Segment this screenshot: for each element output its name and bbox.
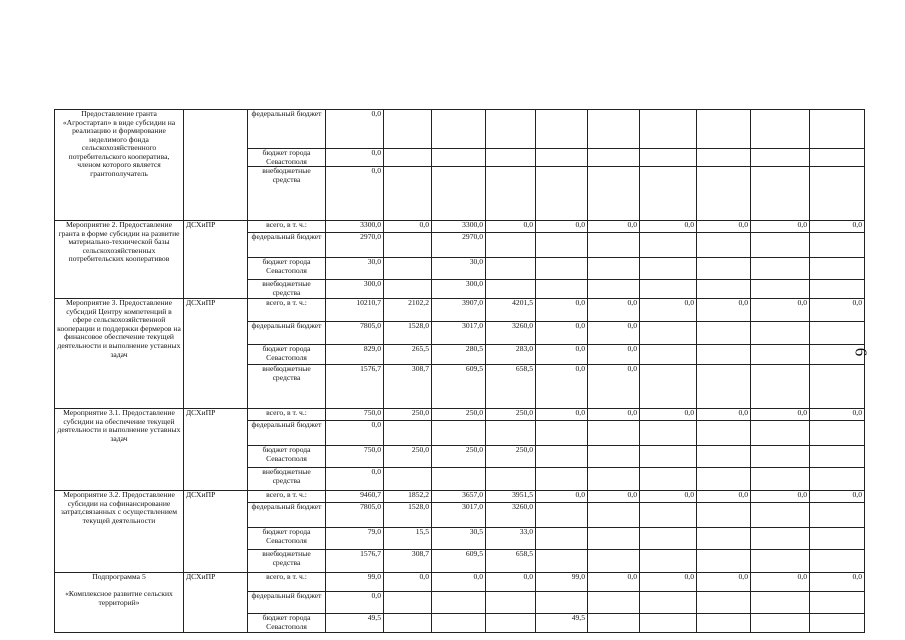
amount-cell [588, 110, 640, 149]
amount-cell [486, 258, 536, 280]
amount-cell: 7805,0 [326, 503, 384, 528]
amount-cell [751, 592, 810, 614]
amount-cell [640, 110, 697, 149]
amount-cell: 30,5 [432, 528, 486, 550]
amount-cell [588, 258, 640, 280]
measure-name-cell: Предоставление гранта «Агростартап» в виде субсидии на реализацию и формирование неделимого фонда сельскохозяйственного потребительского кооператива, членом которого является грантополучатель [55, 110, 184, 221]
amount-cell: 250,0 [384, 409, 432, 421]
amount-cell: 0,0 [751, 409, 810, 421]
amount-cell [384, 167, 432, 221]
amount-cell: 0,0 [588, 322, 640, 345]
amount-cell: 0,0 [588, 221, 640, 233]
amount-cell: 15,5 [384, 528, 432, 550]
amount-cell: 0,0 [810, 491, 865, 503]
amount-cell [697, 503, 751, 528]
amount-cell [751, 280, 810, 299]
amount-cell [697, 528, 751, 550]
amount-cell [640, 550, 697, 573]
funding-source-cell: федеральный бюджет [248, 421, 326, 446]
amount-cell [810, 110, 865, 149]
amount-cell: 829,0 [326, 345, 384, 365]
amount-cell: 0,0 [432, 573, 486, 592]
amount-cell [384, 149, 432, 167]
amount-cell [432, 167, 486, 221]
amount-cell [640, 503, 697, 528]
amount-cell: 7805,0 [326, 322, 384, 345]
amount-cell: 0,0 [640, 491, 697, 503]
amount-cell: 79,0 [326, 528, 384, 550]
amount-cell [536, 110, 588, 149]
amount-cell: 250,0 [432, 409, 486, 421]
amount-cell: 3951,5 [486, 491, 536, 503]
amount-cell [384, 233, 432, 258]
amount-cell: 3657,0 [432, 491, 486, 503]
amount-cell: 30,0 [432, 258, 486, 280]
amount-cell [810, 365, 865, 409]
amount-cell: 308,7 [384, 365, 432, 409]
amount-cell [697, 345, 751, 365]
amount-cell: 0,0 [697, 409, 751, 421]
amount-cell: 658,5 [486, 365, 536, 409]
amount-cell [751, 233, 810, 258]
amount-cell [536, 258, 588, 280]
amount-cell [588, 468, 640, 491]
amount-cell: 750,0 [326, 446, 384, 468]
amount-cell: 2970,0 [326, 233, 384, 258]
amount-cell [640, 365, 697, 409]
executor-cell: ДСХиПР [184, 299, 248, 409]
amount-cell [486, 280, 536, 299]
amount-cell [697, 421, 751, 446]
executor-cell: ДСХиПР [184, 409, 248, 491]
amount-cell [432, 468, 486, 491]
amount-cell [810, 592, 865, 614]
amount-cell [536, 528, 588, 550]
amount-cell: 0,0 [640, 299, 697, 322]
amount-cell [810, 322, 865, 345]
amount-cell: 300,0 [432, 280, 486, 299]
amount-cell [751, 345, 810, 365]
amount-cell [486, 468, 536, 491]
measure-name-cell: Мероприятие 3.2. Предоставление субсидии на софинансирование затрат,связанных с осуществлением текущей деятельности [55, 491, 184, 573]
executor-cell: ДСХиПР [184, 221, 248, 299]
amount-cell [751, 468, 810, 491]
amount-cell: 0,0 [536, 491, 588, 503]
funding-source-cell: всего, в т. ч.: [248, 491, 326, 503]
amount-cell: 1528,0 [384, 322, 432, 345]
amount-cell: 0,0 [384, 221, 432, 233]
amount-cell: 0,0 [697, 299, 751, 322]
amount-cell: 3300,0 [432, 221, 486, 233]
amount-cell: 0,0 [697, 573, 751, 592]
table-row [55, 573, 865, 592]
amount-cell [810, 149, 865, 167]
amount-cell: 609,5 [432, 365, 486, 409]
amount-cell [536, 280, 588, 299]
executor-cell [184, 110, 248, 221]
amount-cell [751, 446, 810, 468]
amount-cell: 3017,0 [432, 503, 486, 528]
amount-cell [810, 614, 865, 633]
amount-cell [536, 233, 588, 258]
amount-cell: 0,0 [810, 573, 865, 592]
table-body [55, 110, 865, 633]
amount-cell: 0,0 [751, 491, 810, 503]
amount-cell [432, 421, 486, 446]
funding-source-cell: всего, в т. ч.: [248, 409, 326, 421]
amount-cell [810, 550, 865, 573]
funding-source-cell: бюджет города Севастополя [248, 345, 326, 365]
amount-cell [751, 614, 810, 633]
amount-cell [588, 421, 640, 446]
amount-cell [432, 592, 486, 614]
funding-source-cell: бюджет города Севастополя [248, 528, 326, 550]
amount-cell [486, 614, 536, 633]
funding-source-cell: внебюджетные средства [248, 365, 326, 409]
amount-cell: 283,0 [486, 345, 536, 365]
amount-cell [751, 528, 810, 550]
amount-cell: 0,0 [751, 573, 810, 592]
amount-cell: 0,0 [486, 573, 536, 592]
amount-cell: 3260,0 [486, 503, 536, 528]
amount-cell [697, 446, 751, 468]
amount-cell [536, 421, 588, 446]
measure-name-cell: Мероприятие 3.1. Предоставление субсидии на обеспечение текущей деятельности и выполнение уставных задач [55, 409, 184, 491]
amount-cell [588, 167, 640, 221]
amount-cell [486, 149, 536, 167]
amount-cell [640, 592, 697, 614]
amount-cell: 0,0 [326, 592, 384, 614]
funding-source-cell: бюджет города Севастополя [248, 446, 326, 468]
amount-cell: 0,0 [536, 365, 588, 409]
amount-cell [588, 614, 640, 633]
amount-cell: 30,0 [326, 258, 384, 280]
amount-cell [486, 110, 536, 149]
amount-cell [697, 167, 751, 221]
amount-cell: 3260,0 [486, 322, 536, 345]
amount-cell: 0,0 [326, 149, 384, 167]
funding-source-cell: федеральный бюджет [248, 503, 326, 528]
amount-cell: 4201,5 [486, 299, 536, 322]
amount-cell: 99,0 [536, 573, 588, 592]
amount-cell: 658,5 [486, 550, 536, 573]
amount-cell [697, 592, 751, 614]
amount-cell [751, 258, 810, 280]
amount-cell [640, 149, 697, 167]
funding-source-cell: всего, в т. ч.: [248, 299, 326, 322]
amount-cell: 1528,0 [384, 503, 432, 528]
amount-cell [640, 421, 697, 446]
table-row [55, 299, 865, 322]
amount-cell [536, 149, 588, 167]
amount-cell [588, 446, 640, 468]
amount-cell: 0,0 [810, 221, 865, 233]
amount-cell [640, 258, 697, 280]
amount-cell [536, 468, 588, 491]
amount-cell: 0,0 [751, 221, 810, 233]
amount-cell [640, 614, 697, 633]
amount-cell: 0,0 [384, 573, 432, 592]
amount-cell [810, 468, 865, 491]
measure-name-cell: Мероприятие 2. Предоставление гранта в форме субсидии на развитие материально-технической базы сельскохозяйственных потребительских кооперативов [55, 221, 184, 299]
amount-cell [697, 280, 751, 299]
amount-cell: 10210,7 [326, 299, 384, 322]
measure-name-cell: Подпрограмма 5 «Комплексное развитие сельских территорий» [55, 573, 184, 633]
amount-cell [697, 468, 751, 491]
amount-cell: 2102,2 [384, 299, 432, 322]
amount-cell: 250,0 [384, 446, 432, 468]
amount-cell: 0,0 [536, 322, 588, 345]
amount-cell [384, 280, 432, 299]
amount-cell [588, 233, 640, 258]
amount-cell: 609,5 [432, 550, 486, 573]
amount-cell [432, 149, 486, 167]
amount-cell [486, 421, 536, 446]
amount-cell [384, 421, 432, 446]
amount-cell [384, 614, 432, 633]
funding-source-cell: федеральный бюджет [248, 233, 326, 258]
funding-source-cell: бюджет города Севастополя [248, 149, 326, 167]
amount-cell: 0,0 [640, 573, 697, 592]
amount-cell: 33,0 [486, 528, 536, 550]
amount-cell [697, 110, 751, 149]
amount-cell: 2970,0 [432, 233, 486, 258]
amount-cell: 0,0 [536, 345, 588, 365]
amount-cell: 0,0 [751, 299, 810, 322]
amount-cell [751, 550, 810, 573]
amount-cell: 0,0 [588, 345, 640, 365]
amount-cell [810, 167, 865, 221]
amount-cell: 0,0 [536, 299, 588, 322]
amount-cell [751, 365, 810, 409]
amount-cell: 280,5 [432, 345, 486, 365]
amount-cell: 265,5 [384, 345, 432, 365]
amount-cell: 1576,7 [326, 365, 384, 409]
amount-cell: 3907,0 [432, 299, 486, 322]
amount-cell [384, 468, 432, 491]
amount-cell [697, 614, 751, 633]
amount-cell: 1576,7 [326, 550, 384, 573]
amount-cell: 3017,0 [432, 322, 486, 345]
amount-cell: 0,0 [536, 221, 588, 233]
amount-cell: 0,0 [810, 409, 865, 421]
amount-cell: 0,0 [326, 110, 384, 149]
amount-cell: 49,5 [326, 614, 384, 633]
amount-cell [697, 233, 751, 258]
amount-cell [751, 167, 810, 221]
amount-cell [810, 421, 865, 446]
funding-source-cell: всего, в т. ч.: [248, 221, 326, 233]
amount-cell: 9460,7 [326, 491, 384, 503]
funding-source-cell: внебюджетные средства [248, 280, 326, 299]
amount-cell: 99,0 [326, 573, 384, 592]
amount-cell [640, 280, 697, 299]
funding-source-cell: федеральный бюджет [248, 322, 326, 345]
amount-cell [384, 110, 432, 149]
funding-source-cell: всего, в т. ч.: [248, 573, 326, 592]
amount-cell [751, 110, 810, 149]
funding-source-cell: бюджет города Севастополя [248, 258, 326, 280]
amount-cell [751, 322, 810, 345]
amount-cell: 250,0 [486, 409, 536, 421]
funding-source-cell: внебюджетные средства [248, 167, 326, 221]
amount-cell: 0,0 [486, 221, 536, 233]
amount-cell [697, 365, 751, 409]
amount-cell [697, 258, 751, 280]
amount-cell: 0,0 [588, 409, 640, 421]
measure-name-cell: Мероприятие 3. Предоставление субсидий Центру компетенций в сфере сельскохозяйственной кооперации и поддержки фермеров на финансовое обеспечение текущей деятельности и выполнение уставных задач [55, 299, 184, 409]
amount-cell: 0,0 [536, 409, 588, 421]
amount-cell [810, 503, 865, 528]
table-row [55, 110, 865, 149]
amount-cell: 49,5 [536, 614, 588, 633]
funding-source-cell: федеральный бюджет [248, 592, 326, 614]
amount-cell: 250,0 [432, 446, 486, 468]
amount-cell [588, 280, 640, 299]
amount-cell [810, 528, 865, 550]
amount-cell [697, 149, 751, 167]
amount-cell [486, 592, 536, 614]
amount-cell [697, 322, 751, 345]
amount-cell: 0,0 [326, 421, 384, 446]
amount-cell [751, 149, 810, 167]
amount-cell: 1852,2 [384, 491, 432, 503]
amount-cell [588, 149, 640, 167]
funding-source-cell: федеральный бюджет [248, 110, 326, 149]
amount-cell [640, 233, 697, 258]
executor-cell: ДСХиПР [184, 491, 248, 573]
amount-cell: 0,0 [640, 221, 697, 233]
budget-table [54, 109, 865, 633]
amount-cell: 0,0 [697, 221, 751, 233]
amount-cell: 750,0 [326, 409, 384, 421]
amount-cell: 0,0 [810, 299, 865, 322]
amount-cell [384, 592, 432, 614]
amount-cell [588, 528, 640, 550]
amount-cell: 308,7 [384, 550, 432, 573]
amount-cell [810, 258, 865, 280]
amount-cell: 0,0 [588, 365, 640, 409]
table-row [55, 491, 865, 503]
amount-cell [536, 167, 588, 221]
amount-cell [486, 167, 536, 221]
amount-cell [536, 446, 588, 468]
funding-source-cell: внебюджетные средства [248, 468, 326, 491]
page-number: 6 [851, 347, 871, 357]
amount-cell: 0,0 [588, 299, 640, 322]
amount-cell: 250,0 [486, 446, 536, 468]
amount-cell: 0,0 [588, 573, 640, 592]
amount-cell [536, 503, 588, 528]
amount-cell: 0,0 [588, 491, 640, 503]
amount-cell [640, 322, 697, 345]
amount-cell [810, 280, 865, 299]
funding-source-cell: внебюджетные средства [248, 550, 326, 573]
amount-cell [640, 528, 697, 550]
amount-cell [640, 468, 697, 491]
amount-cell [640, 446, 697, 468]
amount-cell [536, 550, 588, 573]
table-row [55, 221, 865, 233]
amount-cell: 0,0 [640, 409, 697, 421]
amount-cell [751, 421, 810, 446]
amount-cell [588, 503, 640, 528]
amount-cell [588, 592, 640, 614]
amount-cell [432, 614, 486, 633]
amount-cell: 0,0 [697, 491, 751, 503]
amount-cell [486, 233, 536, 258]
amount-cell [697, 550, 751, 573]
amount-cell [640, 167, 697, 221]
table-row [55, 409, 865, 421]
amount-cell [810, 233, 865, 258]
amount-cell [536, 592, 588, 614]
amount-cell [588, 550, 640, 573]
amount-cell: 300,0 [326, 280, 384, 299]
amount-cell [384, 258, 432, 280]
amount-cell: 0,0 [326, 468, 384, 491]
amount-cell: 0,0 [326, 167, 384, 221]
amount-cell [640, 345, 697, 365]
funding-source-cell: бюджет города Севастополя [248, 614, 326, 633]
amount-cell [751, 503, 810, 528]
amount-cell [432, 110, 486, 149]
amount-cell: 3300,0 [326, 221, 384, 233]
amount-cell [810, 446, 865, 468]
executor-cell: ДСХиПР [184, 573, 248, 633]
